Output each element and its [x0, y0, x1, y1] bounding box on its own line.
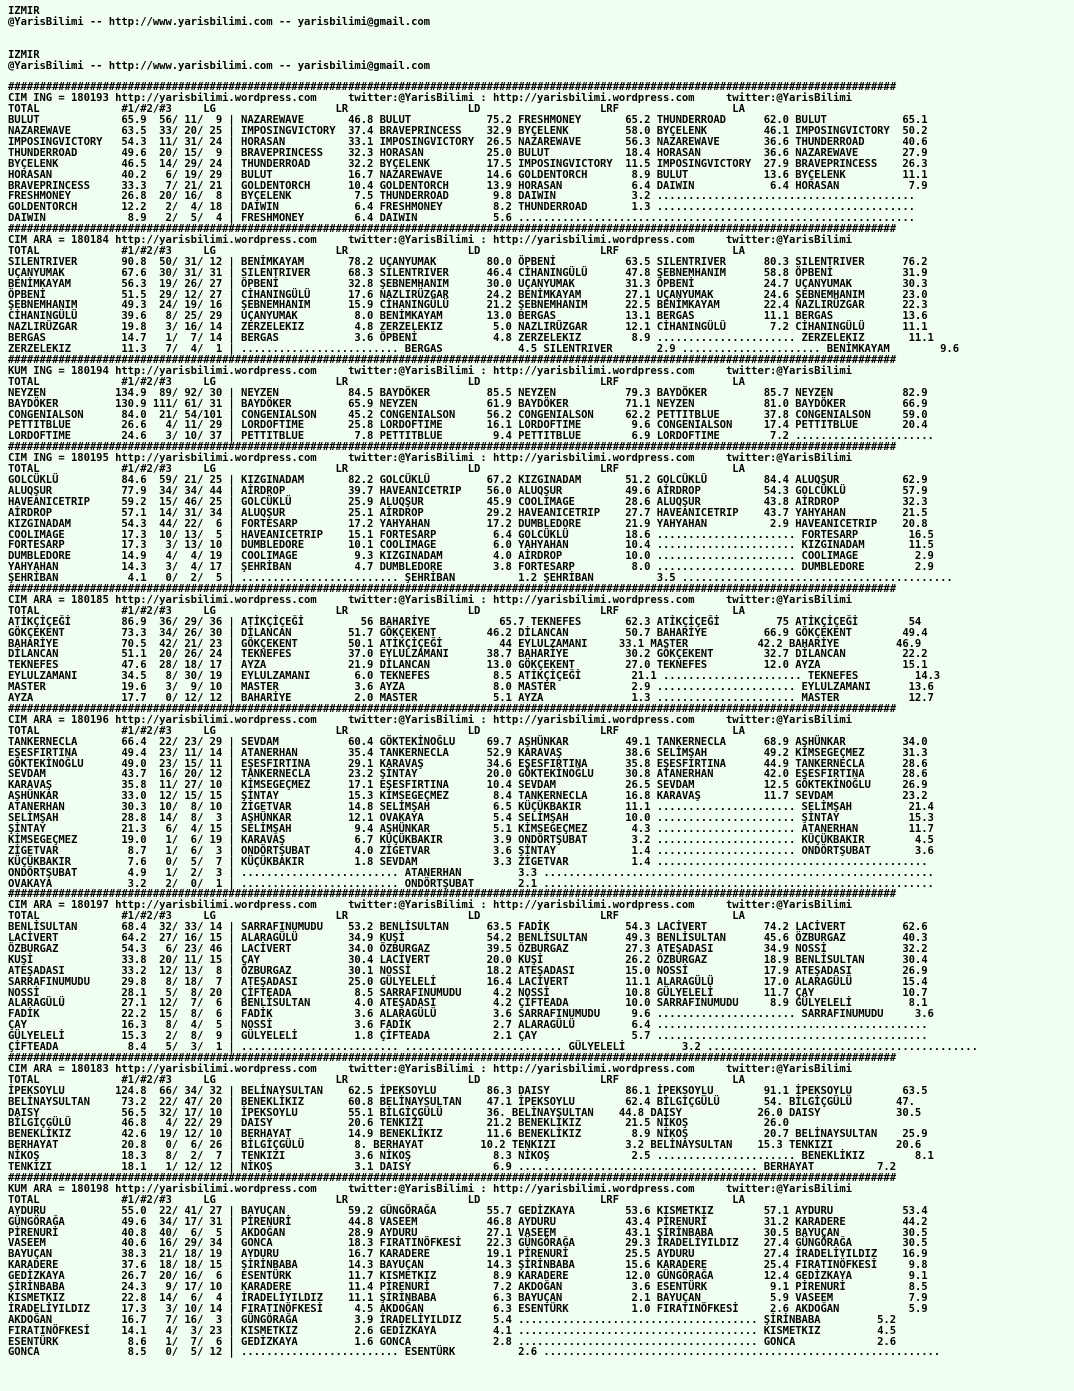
- race-row: BAHARİYE 70.5 42/ 21/ 23 | GÖKÇEKENT 50.1 ATİKÇİÇEĞİ 44 EYLULZAMANI 33.1 MASTER 42.2 BAHARİYE 46.9: [8, 637, 922, 650]
- race-row: ONDÖRTŞUBAT 4.9 1/ 2/ 3 | ......................... ATANERHAN 3.3 ..............................................................: [8, 866, 934, 879]
- race-row: DİLANCAN 51.1 20/ 26/ 24 | TEKNEFES 37.0 EYLULZAMANI 38.7 BAHARİYE 30.2 GÖKÇEKENT 32.7 DİLANCAN 22.2: [8, 648, 928, 661]
- column-header: TOTAL #1/#2/#3 LG LR LD LRF LA: [8, 604, 745, 617]
- races-container: [8, 82, 1066, 1358]
- column-header: TOTAL #1/#2/#3 LG LR LD LRF LA: [8, 910, 745, 923]
- separator-line: #############################################################################################################################################: [8, 888, 897, 901]
- separator-line: #############################################################################################################################################: [8, 441, 897, 454]
- race-row: EŞESFIRTINA 49.4 23/ 11/ 14 | ATANERHAN 35.4 TANKERNECLA 52.9 KARAVAŞ 38.6 SELİMŞAH 49.2 KİMSEGEÇMEZ 31.3: [8, 746, 928, 759]
- race-row: GOLDENTORCH 12.2 2/ 4/ 18 | DAIWIN 6.4 FRESHMONEY 8.2 THUNDERROAD 1.3 .........................................: [8, 201, 915, 214]
- header-line-3: [8, 28, 1066, 39]
- race-row: GOLCÜKLÜ 84.6 59/ 21/ 25 | KIZGINADAM 82.2 GOLCÜKLÜ 67.2 KIZGINADAM 51.2 GOLCÜKLÜ 84.4 ALUQŞUR 62.9: [8, 473, 928, 486]
- race-row: GEDİZKAYA 26.7 20/ 16/ 6 | ESENTÜRK 11.7 KISMETKIZ 8.9 KARADERE 12.0 GÜNGÖRAĞA 12.4 GEDİZKAYA 9.1: [8, 1270, 928, 1283]
- column-header: TOTAL #1/#2/#3 LG LR LD LRF LA: [8, 375, 745, 388]
- race-row: ŞİRİNBABA 24.3 9/ 17/ 10 | KARADERE 11.4 PİRENURİ 7.2 AKDOĞAN 3.6 ESENTÜRK 9.1 PİRENURİ 8.5: [8, 1281, 928, 1294]
- race-row: İPEKSOYLU 124.8 66/ 34/ 32 | BELİNAYSULTAN 62.5 İPEKSOYLU 86.3 DAISY 86.1 İPEKSOYLU 91.1 İPEKSOYLU 63.5: [8, 1084, 928, 1097]
- race-block: [8, 224, 1066, 355]
- column-header: TOTAL #1/#2/#3 LG LR LD LRF LA: [8, 103, 745, 116]
- separator-line: #############################################################################################################################################: [8, 81, 897, 94]
- column-header: TOTAL #1/#2/#3 LG LR LD LRF LA: [8, 244, 745, 257]
- race-row: KUŞİ 33.8 20/ 11/ 15 | ÇAY 30.4 LACİVERT 20.0 KUŞİ 26.2 ÖZBURGAZ 18.9 BENLİSULTAN 30.4: [8, 953, 928, 966]
- race-row: CİHANINGÜLÜ 39.6 8/ 25/ 29 | UÇANYUMAK 8.0 BENİMKAYAM 13.0 BERGAS 13.1 BERGAS 11.1 BERGAS 13.6: [8, 310, 928, 323]
- race-row: KARADERE 37.6 18/ 18/ 15 | ŞİRİNBABA 14.3 BAYUÇAN 14.3 ŞİRİNBABA 15.6 KARADERE 25.4 FIRATINÖFKESİ 9.8: [8, 1259, 928, 1272]
- race-row: BENLİSULTAN 68.4 32/ 33/ 14 | SARRAFINUMUDU 53.2 BENLİSULTAN 63.5 FADİK 54.3 LACİVERT 74.2 LACİVERT 62.6: [8, 921, 928, 934]
- column-header: TOTAL #1/#2/#3 LG LR LD LRF LA: [8, 1193, 745, 1206]
- race-row: KÜÇÜKBAKIR 7.6 0/ 5/ 7 | KÜÇÜKBAKIR 1.8 SEVDAM 3.3 ZİGETVAR 1.4 ...........................................: [8, 855, 928, 868]
- race-row: DUMBLEDORE 14.9 4/ 4/ 19 | COOLIMAGE 9.3 KIZGINADAM 4.0 AİRDROP 10.0 ...................... COOLIMAGE 2.9: [8, 550, 934, 563]
- race-row: THUNDERROAD 49.6 20/ 15/ 9 | BRAVEPRINCESS 32.3 HORASAN 25.0 BULUT 18.4 HORASAN 36.6 NAZAREWAVE 27.9: [8, 146, 928, 159]
- race-row: AŞHÜNKAR 33.0 12/ 15/ 15 | ŞİNTAY 15.3 KİMSEGEÇMEZ 8.4 TANKERNECLA 16.8 KARAVAŞ 11.7 SEVDAM 23.2: [8, 790, 928, 803]
- race-row: OVAKAYA 3.2 2/ 0/ 1 | ......................... ONDÖRTŞUBAT 2.1 ..............................................................: [8, 877, 934, 890]
- race-title: CIM ARA = 180197 http://yarisbilimi.wordpress.com twitter:@YarisBilimi : http://yarisbilimi.wordpress.com twitter:@YarisBilimi: [8, 899, 852, 912]
- race-row: ATANERHAN 30.3 10/ 8/ 10 | ZİGETVAR 14.8 SELİMŞAH 6.5 KÜÇÜKBAKIR 11.1 ...................... SELİMŞAH 21.4: [8, 801, 934, 814]
- race-row: BELİNAYSULTAN 73.2 22/ 47/ 20 | BENEKLİKIZ 60.8 BELİNAYSULTAN 47.1 İPEKSOYLU 62.4 BİLGİÇGÜLÜ 54. BİLGİÇGÜLÜ 47.: [8, 1095, 915, 1108]
- race-row: BRAVEPRINCESS 33.3 7/ 21/ 21 | GOLDENTORCH 10.4 GOLDENTORCH 13.9 HORASAN 6.4 DAIWIN 6.4 HORASAN 7.9: [8, 179, 928, 192]
- race-row: EYLULZAMANI 34.5 8/ 30/ 19 | EYLULZAMANI 6.0 TEKNEFES 8.5 ATİKÇİÇEĞİ 21.1 ...................... TEKNEFES 14.3: [8, 670, 941, 683]
- race-block: [8, 1053, 1066, 1173]
- race-row: BAYDÖKER 130.9 111/ 61/ 31 | BAYDÖKER 65.9 NEYZEN 61.9 BAYDÖKER 71.1 NEYZEN 81.0 BAYDÖKER 66.9: [8, 397, 928, 410]
- header-line-6: @YarisBilimi -- http://www.yarisbilimi.com -- yarisbilimi@gmail.com: [8, 59, 430, 72]
- column-header: TOTAL #1/#2/#3 LG LR LD LRF LA: [8, 724, 745, 737]
- race-title: CIM ARA = 180184 http://yarisbilimi.wordpress.com twitter:@YarisBilimi : http://yarisbilimi.wordpress.com twitter:@YarisBilimi: [8, 234, 852, 247]
- race-row: SELİMŞAH 28.8 14/ 8/ 3 | AŞHÜNKAR 12.1 OVAKAYA 5.4 SELİMŞAH 10.0 ...................... ŞİNTAY 15.3: [8, 812, 934, 825]
- race-row: IMPOSINGVICTORY 54.3 11/ 31/ 24 | HORASAN 33.1 IMPOSINGVICTORY 26.5 NAZAREWAVE 56.3 NAZAREWAVE 36.6 THUNDERROAD 40.6: [8, 135, 928, 148]
- separator-line: #############################################################################################################################################: [8, 354, 897, 366]
- race-block: [8, 82, 1066, 224]
- race-row: FORTESARP 17.3 3/ 13/ 10 | DUMBLEDORE 10.1 COOLIMAGE 6.0 YAHYAHAN 10.4 ...................... KIZGINADAM 11.5: [8, 539, 934, 552]
- race-row: TANKERNECLA 66.4 22/ 23/ 29 | SEVDAM 60.4 GÖKTEKİNOĞLU 69.7 AŞHÜNKAR 49.1 TANKERNECLA 68.9 AŞHÜNKAR 34.0: [8, 735, 928, 748]
- race-row: LACİVERT 64.2 27/ 16/ 15 | ALARAGÜLÜ 34.9 KUŞİ 54.2 BENLİSULTAN 49.3 BENLİSULTAN 45.6 ÖZBURGAZ 40.3: [8, 932, 928, 945]
- race-row: BERHAYAT 20.8 0/ 6/ 26 | BİLGİÇGÜLÜ 8. BERHAYAT 10.2 TENKIZI 3.2 BELİNAYSULTAN 15.3 TENKIZI 20.6: [8, 1139, 922, 1152]
- race-row: KİMSEGEÇMEZ 19.0 1/ 6/ 19 | KARAVAŞ 6.7 KÜÇÜKBAKIR 3.9 ONDÖRTŞUBAT 3.2 ...................... KÜÇÜKBAKIR 4.5: [8, 833, 934, 846]
- race-row: TENKIZI 18.1 1/ 12/ 12 | NİKOŞ 3.1 DAISY 6.9 ...................................... BERHAYAT 7.2: [8, 1161, 897, 1174]
- race-row: ÇİFTEADA 8.4 5/ 3/ 1 | ......................... ......................... GÜLYELELİ 3.2 ...........................................: [8, 1041, 978, 1054]
- race-row: DAISY 56.5 32/ 17/ 10 | İPEKSOYLU 55.1 BİLGİÇGÜLÜ 36. BELİNAYSULTAN 44.8 DAISY 26.0 DAISY 30.5: [8, 1106, 922, 1119]
- race-row: CONGENIALSON 84.0 21/ 54/101 | CONGENIALSON 45.2 CONGENIALSON 56.2 CONGENIALSON 62.2 PETTITBLUE 37.8 CONGENIALSON 59.0: [8, 408, 928, 421]
- race-row: BULUT 65.9 56/ 11/ 9 | NAZAREWAVE 46.8 BULUT 75.2 FRESHMONEY 65.2 THUNDERROAD 62.0 BULUT 65.1: [8, 114, 928, 127]
- race-row: KIZGINADAM 54.3 44/ 22/ 6 | FORTESARP 17.2 YAHYAHAN 17.2 DUMBLEDORE 21.9 YAHYAHAN 2.9 HAVEANICETRIP 20.8: [8, 517, 928, 530]
- race-row: NEYZEN 134.9 89/ 92/ 30 | NEYZEN 84.5 BAYDÖKER 85.5 NEYZEN 79.3 BAYDÖKER 85.7 NEYZEN 82.9: [8, 386, 928, 399]
- header-line-2: @YarisBilimi -- http://www.yarisbilimi.com -- yarisbilimi@gmail.com: [8, 15, 430, 28]
- race-row: BAYUÇAN 38.3 21/ 18/ 19 | AYDURU 16.7 KARADERE 19.1 PİRENURİ 25.5 AYDURU 27.4 İRADELİYILDIZ 16.9: [8, 1248, 928, 1261]
- race-row: SILENTRIVER 90.8 50/ 31/ 12 | BENİMKAYAM 78.2 UÇANYUMAK 80.0 ÖPBENİ 63.5 SILENTRIVER 80.3 SILENTRIVER 76.2: [8, 255, 928, 268]
- race-row: BERGAS 14.7 1/ 7/ 14 | BERGAS 3.6 ÖPBENİ 4.8 ZERZELEKIZ 8.9 ...................... ZERZELEKIZ 11.1: [8, 332, 934, 345]
- race-block: [8, 355, 1066, 442]
- race-title: CIM ARA = 180185 http://yarisbilimi.wordpress.com twitter:@YarisBilimi : http://yarisbilimi.wordpress.com twitter:@YarisBilimi: [8, 593, 852, 606]
- column-header: TOTAL #1/#2/#3 LG LR LD LRF LA: [8, 1073, 745, 1086]
- race-row: ŞEHRİBAN 4.1 0/ 2/ 5 | ......................... ŞEHRİBAN 1.2 ŞEHRİBAN 3.5 ...........................................: [8, 572, 953, 585]
- race-row: BYÇELENK 46.5 14/ 29/ 24 | THUNDERROAD 32.2 BYÇELENK 17.5 IMPOSINGVICTORY 11.5 IMPOSINGVICTORY 27.9 BRAVEPRINCESS 26.3: [8, 157, 928, 170]
- race-row: KISMETKIZ 22.8 14/ 6/ 4 | İRADELİYILDIZ 11.1 ŞİRİNBABA 6.3 BAYUÇAN 2.1 BAYUÇAN 5.9 VASEEM 7.9: [8, 1291, 928, 1304]
- race-row: BİLGİÇGÜLÜ 46.8 4/ 22/ 29 | DAISY 20.6 TENKIZI 21.2 BENEKLİKIZ 21.5 NİKOŞ 26.0: [8, 1117, 789, 1130]
- separator-line: #############################################################################################################################################: [8, 1052, 897, 1064]
- race-row: PETTITBLUE 26.6 4/ 11/ 29 | LORDOFTIME 25.8 LORDOFTIME 16.1 LORDOFTIME 9.6 CONGENIALSON 17.4 PETTITBLUE 20.4: [8, 419, 928, 432]
- race-row: ŞİNTAY 21.3 6/ 4/ 15 | SELİMŞAH 9.4 AŞHÜNKAR 5.1 KİMSEGEÇMEZ 4.3 ...................... ATANERHAN 11.7: [8, 822, 934, 835]
- race-row: ÖPBENİ 51.5 29/ 12/ 27 | CİHANINGÜLÜ 17.6 NAZLIRÜZGAR 24.2 BENİMKAYAM 27.1 UÇANYUMAK 24.6 ŞEBNEMHANIM 23.0: [8, 288, 928, 301]
- race-row: HAVEANICETRIP 59.2 15/ 46/ 25 | GOLCÜKLÜ 25.9 ALUQŞUR 45.9 COOLIMAGE 28.6 ALUQŞUR 43.8 AİRDROP 32.3: [8, 495, 928, 508]
- separator-line: #############################################################################################################################################: [8, 223, 897, 236]
- race-row: SARRAFINUMUDU 29.8 8/ 18/ 7 | ATEŞADASI 25.0 GÜLYELELİ 16.4 LACİVERT 11.1 ALARAGÜLÜ 17.0 ALARAGÜLÜ 15.4: [8, 975, 928, 988]
- race-row: COOLIMAGE 17.3 10/ 13/ 5 | HAVEANICETRIP 15.1 FORTESARP 6.4 GOLCÜKLÜ 18.6 ...................... FORTESARP 16.5: [8, 528, 934, 541]
- race-row: HORASAN 40.2 6/ 19/ 29 | BULUT 16.7 NAZAREWAVE 14.6 GOLDENTORCH 8.9 BULUT 13.6 BYÇELENK 11.1: [8, 168, 928, 181]
- race-row: NOSSİ 28.1 5/ 8/ 20 | ÇİFTEADA 8.5 SARRAFINUMUDU 4.2 NOSSİ 10.8 GÜLYELELİ 11.7 ÇAY 10.7: [8, 986, 928, 999]
- race-block: [8, 704, 1066, 889]
- race-row: GÖKTEKİNOĞLU 49.0 23/ 15/ 11 | EŞESFIRTINA 29.1 KARAVAŞ 34.6 EŞESFIRTINA 35.8 EŞESFIRTINA 44.9 TANKERNECLA 28.6: [8, 757, 928, 770]
- race-row: ÇAY 16.3 8/ 4/ 5 | NOSSİ 3.6 FADİK 2.7 ALARAGÜLÜ 6.4 ...........................................: [8, 1019, 928, 1032]
- race-row: ATİKÇİÇEĞİ 86.9 36/ 29/ 36 | ATİKÇİÇEĞİ 56 BAHARİYE 65.7 TEKNEFES 62.3 ATİKÇİÇEĞİ 75 ATİKÇİÇEĞİ 54: [8, 615, 922, 628]
- header-line-1: IZMIR: [8, 5, 40, 17]
- race-title: KUM ING = 180194 http://yarisbilimi.wordpress.com twitter:@YarisBilimi : http://yarisbilimi.wordpress.com twitter:@YarisBilimi: [8, 364, 852, 377]
- race-row: FIRATINÖFKESİ 14.1 4/ 3/ 23 | KISMETKIZ 2.6 GEDİZKAYA 4.1 ...................................... KISMETKIZ 4.5: [8, 1324, 897, 1337]
- race-row: İRADELİYILDIZ 17.3 3/ 10/ 14 | FIRATINÖFKESİ 4.5 AKDOĞAN 6.3 ESENTÜRK 1.0 FIRATINÖFKESİ 2.6 AKDOĞAN 5.9: [8, 1302, 928, 1315]
- separator-line: #############################################################################################################################################: [8, 1171, 897, 1184]
- race-block: [8, 1173, 1066, 1358]
- race-row: ALARAGÜLÜ 27.1 12/ 7/ 6 | BENLİSULTAN 4.0 ATEŞADASI 4.2 ÇİFTEADA 10.0 SARRAFINUMUDU 8.9 GÜLYELELİ 8.1: [8, 997, 928, 1010]
- race-row: UÇANYUMAK 67.6 30/ 31/ 31 | SILENTRIVER 68.3 SILENTRIVER 46.4 CİHANINGÜLÜ 47.8 ŞEBNEMHANIM 58.8 ÖPBENİ 31.9: [8, 266, 928, 279]
- race-row: ESENTÜRK 8.6 1/ 7/ 6 | GEDİZKAYA 1.6 GONCA 2.8 ...................................... GONCA 2.6: [8, 1335, 897, 1348]
- race-row: GÜLYELELİ 15.3 2/ 8/ 9 | GÜLYELELİ 1.8 ÇİFTEADA 2.1 ÇAY 5.7 ...........................................: [8, 1030, 928, 1043]
- race-title: CIM ARA = 180196 http://yarisbilimi.wordpress.com twitter:@YarisBilimi : http://yarisbilimi.wordpress.com twitter:@YarisBilimi: [8, 713, 852, 726]
- race-row: AİRDROP 57.1 14/ 31/ 34 | ALUQŞUR 25.1 AİRDROP 29.2 HAVEANICETRIP 27.7 HAVEANICETRIP 43.7 YAHYAHAN 21.5: [8, 506, 928, 519]
- race-row: AYZA 17.7 0/ 12/ 12 | BAHARİYE 2.0 MASTER 5.1 AYZA 1.3 ...................... MASTER 12.7: [8, 692, 934, 705]
- race-row: KARAVAŞ 35.8 11/ 27/ 10 | KİMSEGEÇMEZ 17.1 EŞESFIRTINA 10.4 SEVDAM 26.5 SEVDAM 12.5 GÖKTEKİNOĞLU 26.9: [8, 779, 928, 792]
- race-block: [8, 442, 1066, 584]
- race-row: NAZLIRÜZGAR 19.8 3/ 16/ 14 | ZERZELEKIZ 4.8 ZERZELEKIZ 5.0 NAZLIRÜZGAR 12.1 CİHANINGÜLÜ 7.2 CİHANINGÜLÜ 11.1: [8, 321, 928, 334]
- race-row: ATEŞADASI 33.2 12/ 13/ 8 | ÖZBURGAZ 30.1 NOSSİ 18.2 ATEŞADASI 15.0 NOSSİ 17.9 ATEŞADASI 26.9: [8, 964, 928, 977]
- race-row: FADİK 22.2 15/ 8/ 6 | FADİK 3.6 ALARAGÜLÜ 3.6 SARRAFINUMUDU 9.6 ...................... SARRAFINUMUDU 3.6: [8, 1008, 934, 1021]
- race-row: DAIWIN 8.9 2/ 5/ 4 | FRESHMONEY 6.4 DAIWIN 5.6 ...............................................................: [8, 212, 915, 225]
- race-row: ÖZBURGAZ 54.3 6/ 23/ 46 | LACİVERT 34.0 ÖZBURGAZ 39.5 ÖZBURGAZ 27.3 ATEŞADASI 34.9 NOSSİ 32.2: [8, 942, 928, 955]
- header-line-4: [8, 39, 1066, 50]
- race-row: LORDOFTIME 24.6 3/ 10/ 37 | PETTITBLUE 7.8 PETTITBLUE 9.4 PETTITBLUE 6.9 LORDOFTIME 7.2 ......................: [8, 430, 934, 443]
- column-header: TOTAL #1/#2/#3 LG LR LD LRF LA: [8, 463, 745, 476]
- separator-line: #############################################################################################################################################: [8, 583, 897, 596]
- race-row: BENEKLİKIZ 42.6 19/ 12/ 10 | BERHAYAT 14.9 BENEKLİKIZ 11.6 BENEKLİKIZ 8.9 NİKOŞ 20.7 BELİNAYSULTAN 25.9: [8, 1128, 928, 1141]
- race-row: GONCA 8.5 0/ 5/ 12 | ......................... ESENTÜRK 2.6 ...............................................................: [8, 1346, 941, 1359]
- race-row: BENİMKAYAM 56.3 19/ 26/ 27 | ÖPBENİ 32.8 ŞEBNEMHANIM 30.0 UÇANYUMAK 31.3 ÖPBENİ 24.7 UÇANYUMAK 30.3: [8, 277, 928, 290]
- race-row: ALUQŞUR 77.9 34/ 34/ 44 | AİRDROP 39.7 HAVEANICETRIP 56.0 ALUQŞUR 49.6 AİRDROP 54.3 GOLCÜKLÜ 57.9: [8, 484, 928, 497]
- header-line-5: IZMIR: [8, 48, 40, 61]
- race-title: CIM ING = 180195 http://yarisbilimi.wordpress.com twitter:@YarisBilimi : http://yarisbilimi.wordpress.com twitter:@YarisBilimi: [8, 452, 852, 465]
- race-row: YAHYAHAN 14.3 3/ 4/ 17 | ŞEHRİBAN 4.7 DUMBLEDORE 3.8 FORTESARP 8.0 ...................... DUMBLEDORE 2.9: [8, 561, 934, 574]
- race-row: NAZAREWAVE 63.5 33/ 20/ 25 | IMPOSINGVICTORY 37.4 BRAVEPRINCESS 32.9 BYÇELENK 58.0 BYÇELENK 46.1 IMPOSINGVICTORY 50.2: [8, 124, 928, 137]
- race-row: ZİGETVAR 8.7 1/ 6/ 3 | ONDÖRTŞUBAT 4.0 ZİGETVAR 3.6 ŞİNTAY 1.4 ...................... ONDÖRTŞUBAT 3.6: [8, 844, 934, 857]
- race-row: VASEEM 40.6 16/ 29/ 34 | GONCA 18.3 FIRATINÖFKESİ 22.3 GÜNGÖRAĞA 29.3 İRADELİYILDIZ 27.4 GÜNGÖRAĞA 30.5: [8, 1237, 928, 1250]
- race-row: GÖKÇEKENT 73.3 34/ 26/ 30 | DİLANCAN 51.7 GÖKÇEKENT 46.2 DİLANCAN 50.7 BAHARİYE 66.9 GÖKÇEKENT 49.4: [8, 626, 928, 639]
- race-row: FRESHMONEY 26.8 20/ 16/ 8 | BYÇELENK 7.5 THUNDERROAD 9.8 DAIWIN 3.2 .........................................: [8, 190, 915, 203]
- race-row: MASTER 19.6 3/ 9/ 10 | MASTER 3.6 AYZA 8.0 MASTER 2.9 ...................... EYLULZAMANI 13.6: [8, 681, 934, 694]
- race-row: GÜNGÖRAĞA 49.6 34/ 17/ 31 | PİRENURİ 44.8 VASEEM 46.8 AYDURU 43.4 PİRENURİ 31.2 KARADERE 44.2: [8, 1215, 928, 1228]
- race-row: PİRENURİ 40.8 40/ 6/ 5 | AKDOĞAN 28.9 AYDURU 27.1 VASEEM 43.1 ŞİRİNBABA 30.5 BAYUÇAN 30.5: [8, 1226, 928, 1239]
- race-title: CIM ING = 180193 http://yarisbilimi.wordpress.com twitter:@YarisBilimi : http://yarisbilimi.wordpress.com twitter:@YarisBilimi: [8, 92, 852, 105]
- race-title: KUM ARA = 180198 http://yarisbilimi.wordpress.com twitter:@YarisBilimi : http://yarisbilimi.wordpress.com twitter:@YarisBilimi: [8, 1182, 852, 1195]
- race-title: CIM ARA = 180183 http://yarisbilimi.wordpress.com twitter:@YarisBilimi : http://yarisbilimi.wordpress.com twitter:@YarisBilimi: [8, 1062, 852, 1075]
- race-block: [8, 584, 1066, 704]
- race-row: SEVDAM 43.7 16/ 20/ 12 | TANKERNECLA 23.2 ŞİNTAY 20.0 GÖKTEKİNOĞLU 30.8 ATANERHAN 42.0 EŞESFIRTINA 28.6: [8, 768, 928, 781]
- race-row: AKDOĞAN 16.7 7/ 16/ 3 | GÜNGÖRAĞA 3.9 İRADELİYILDIZ 5.4 ...................................... ŞİRİNBABA 5.2: [8, 1313, 897, 1326]
- race-row: AYDURU 55.0 22/ 41/ 27 | BAYUÇAN 59.2 GÜNGÖRAĞA 55.7 GEDİZKAYA 53.6 KISMETKIZ 57.1 AYDURU 53.4: [8, 1204, 928, 1217]
- race-row: TEKNEFES 47.6 28/ 18/ 17 | AYZA 21.9 DİLANCAN 13.0 GÖKÇEKENT 27.0 TEKNEFES 12.0 AYZA 15.1: [8, 659, 928, 672]
- race-row: ŞEBNEMHANIM 49.3 24/ 19/ 16 | ŞEBNEMHANIM 15.9 CİHANINGÜLÜ 21.2 ŞEBNEMHANIM 22.5 BENİMKAYAM 22.4 NAZLIRÜZGAR 22.3: [8, 299, 928, 312]
- separator-line: #############################################################################################################################################: [8, 703, 897, 715]
- race-row: ZERZELEKIZ 11.3 7/ 4/ 1 | ......................... BERGAS 4.5 SILENTRIVER 2.9 ...................... BENİMKAYAM 9.6: [8, 343, 959, 356]
- race-block: [8, 889, 1066, 1053]
- race-row: NİKOŞ 18.3 8/ 2/ 7 | TENKIZI 3.6 NİKOŞ 8.3 NİKOŞ 2.5 ...................... BENEKLİKIZ 8.1: [8, 1150, 934, 1163]
